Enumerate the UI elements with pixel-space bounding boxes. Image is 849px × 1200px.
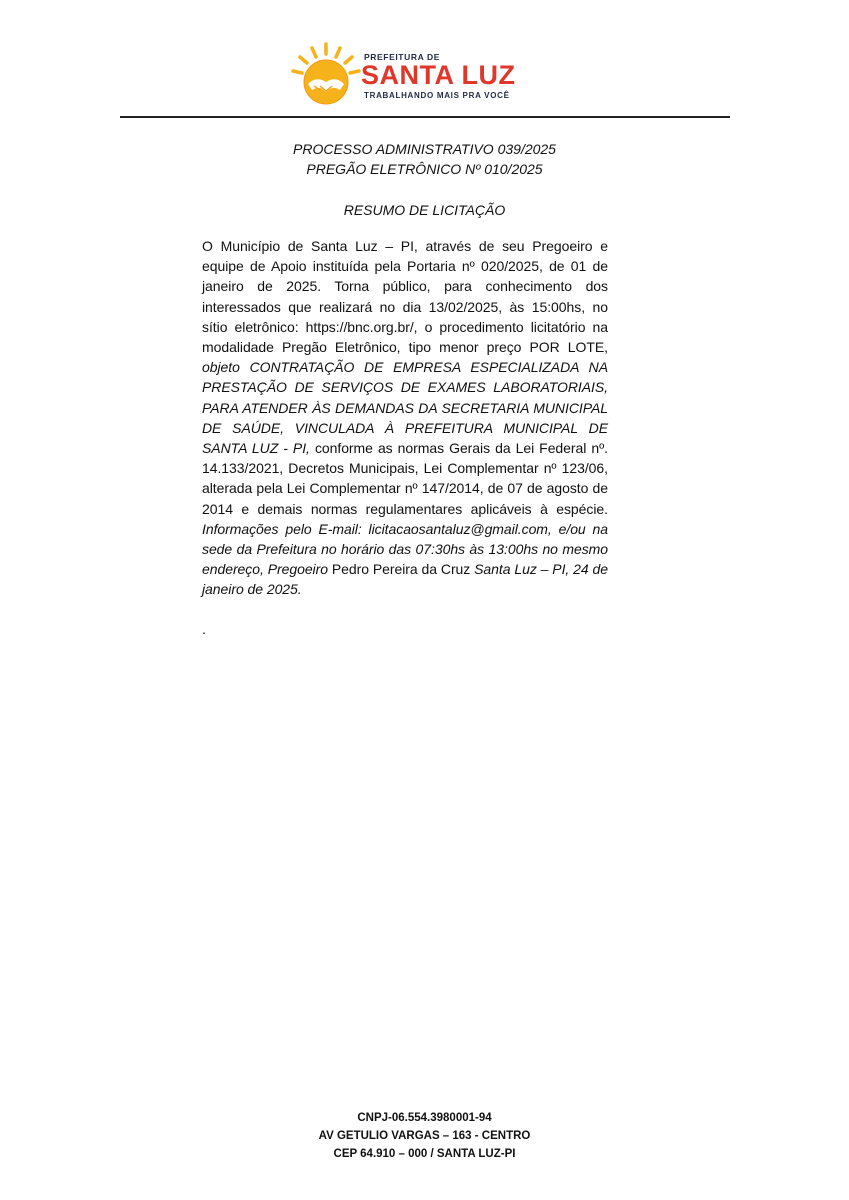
body-place-date: Santa Luz – PI, 24 de janeiro de 2025. — [202, 561, 608, 598]
footer-cnpj: CNPJ-06.554.3980001-94 — [357, 1112, 492, 1124]
notice-body — [202, 236, 608, 600]
logo-brand-text: SANTA LUZ — [361, 60, 516, 90]
logo-tagline: TRABALHANDO MAIS PRA VOCÊ — [364, 91, 510, 100]
body-officer: Pedro Pereira da Cruz — [327, 561, 471, 578]
trailing-dot: . — [202, 621, 206, 637]
summary-title: RESUMO DE LICITAÇÃO — [343, 202, 506, 218]
footer-address: AV GETULIO VARGAS – 163 - CENTRO — [318, 1130, 531, 1142]
sun-handshake-icon — [290, 40, 362, 108]
body-legal: conforme as normas Gerais da Lei Federal nº. 14.133/2021, Decretos Municipais, Lei Complementar nº 123/06, alterada pela Lei Complementar nº 147/2014, de 07 de agosto de 2014 e demais normas regulamentares aplicáveis à espécie. — [202, 440, 608, 517]
auction-title: PREGÃO ELETRÔNICO Nº 010/2025 — [306, 161, 543, 177]
prefeitura-logo — [290, 40, 560, 110]
body-contact: Informações pelo E-mail: licitacaosantaluz@gmail.com, e/ou na sede da Prefeitura no horário das 07:30hs às 13:00hs no mesmo endereço, Pregoeiro — [202, 520, 608, 578]
logo-prefeitura-text: PREFEITURA DE — [364, 52, 440, 62]
body-intro: O Município de Santa Luz – PI, através de seu Pregoeiro e equipe de Apoio instituída pela Portaria nº 020/2025, de 01 de janeiro de 2025. Torna público, para conhecimento dos interessados que realizará no dia 13/02/2025, às 15:00hs, no sítio eletrônico: https://bnc.org.br/, o procedimento licitatório na modalidade Pregão Eletrônico, tipo menor preço POR LOTE, — [202, 238, 608, 356]
footer-cep: CEP 64.910 – 000 / SANTA LUZ-PI — [333, 1148, 516, 1160]
body-object: objeto CONTRATAÇÃO DE EMPRESA ESPECIALIZADA NA PRESTAÇÃO DE SERVIÇOS DE EXAMES LABORATORIAIS, PARA ATENDER ÀS DEMANDAS DA SECRETARIA MUNICIPAL DE SAÚDE, VINCULADA À PREFEITURA MUNICIPAL DE SANTA LUZ - PI, — [202, 359, 608, 457]
header-divider — [120, 116, 730, 118]
process-title: PROCESSO ADMINISTRATIVO 039/2025 — [293, 141, 556, 157]
